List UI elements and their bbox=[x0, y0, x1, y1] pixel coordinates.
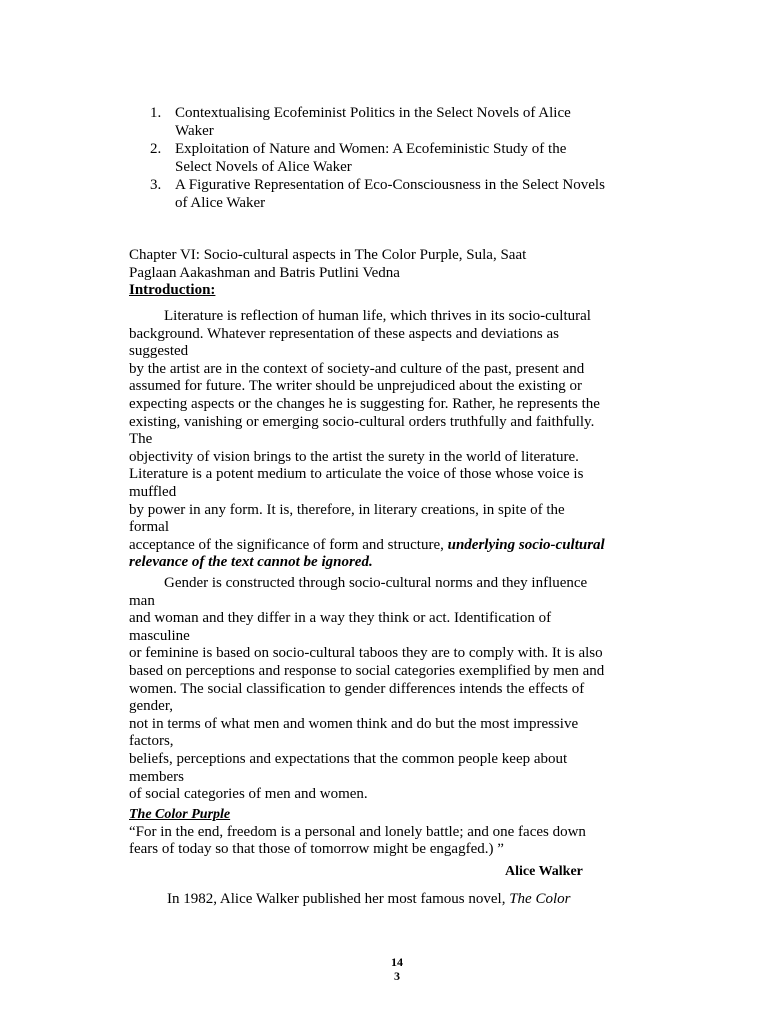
book-title: The Color bbox=[509, 891, 571, 907]
list-item bbox=[150, 140, 620, 176]
chapter-title-line: Chapter VI: Socio-cultural aspects in The Color Purple, Sula, Saat bbox=[129, 247, 527, 263]
paragraph-line: beliefs, perceptions and expectations that the common people keep about bbox=[129, 750, 568, 767]
list-item bbox=[150, 176, 620, 212]
page-number bbox=[385, 955, 409, 983]
paragraph-text: acceptance of the significance of form and structure, bbox=[129, 536, 448, 553]
list-item bbox=[150, 104, 620, 140]
paragraph-line: expecting aspects or the changes he is suggesting for. Rather, he represents the bbox=[129, 395, 600, 412]
paragraph-line: man bbox=[129, 592, 155, 609]
section-heading: The Color Purple bbox=[129, 807, 231, 822]
paragraph-line: by the artist are in the context of society-and culture of the past, present and bbox=[129, 360, 585, 377]
paragraph-line: Gender is constructed through socio-cultural norms and they influence bbox=[164, 575, 588, 591]
paragraph-line: based on perceptions and response to social categories exemplified by men and bbox=[129, 662, 605, 679]
page-number-line: 3 bbox=[394, 969, 400, 983]
section-color-purple bbox=[129, 806, 619, 859]
paragraph-line: masculine bbox=[129, 627, 190, 644]
list-item-text: Contextualising Ecofeminist Politics in the Select Novels of Alice bbox=[175, 105, 571, 121]
paragraph-line: suggested bbox=[129, 343, 189, 360]
list-number: 2. bbox=[150, 141, 162, 157]
emphasis-line: relevance of the text cannot be ignored. bbox=[129, 554, 373, 571]
paragraph-line: women. The social classification to gender differences intends the effects of bbox=[129, 680, 585, 697]
paragraph-line: Literature is reflection of human life, which thrives in its socio-cultural bbox=[164, 308, 591, 324]
list-number: 1. bbox=[150, 105, 162, 121]
emphasis-text: underlying socio-cultural bbox=[447, 536, 605, 553]
paragraph-line: not in terms of what men and women think and do but the most impressive bbox=[129, 715, 579, 732]
list-number: 3. bbox=[150, 177, 162, 193]
paragraph-text: In 1982, Alice Walker published her most famous novel, bbox=[167, 891, 510, 907]
list-item-text: A Figurative Representation of Eco-Consciousness in the Select Novels bbox=[175, 177, 605, 193]
page-number-line: 14 bbox=[391, 955, 403, 969]
paragraph-line: objectivity of vision brings to the artist the surety in the world of literature. bbox=[129, 448, 579, 465]
paragraph-line: or feminine is based on socio-cultural taboos they are to comply with. It is also bbox=[129, 645, 603, 662]
list-item-text: of Alice Waker bbox=[175, 195, 266, 211]
paragraph-line: The bbox=[129, 431, 153, 448]
list-item-text: Select Novels of Alice Waker bbox=[175, 159, 352, 175]
paragraph-line: of social categories of men and women. bbox=[129, 786, 368, 803]
chapter-heading bbox=[129, 247, 619, 300]
paragraph-line: background. Whatever representation of these aspects and deviations as bbox=[129, 325, 559, 342]
paragraph-line bbox=[129, 537, 619, 555]
paragraph-literature bbox=[129, 308, 619, 572]
quote-line: “For in the end, freedom is a personal and lonely battle; and one faces down bbox=[129, 823, 586, 840]
chapter-title-line: Paglaan Aakashman and Batris Putlini Vedna bbox=[129, 264, 400, 281]
intro-heading: Introduction: bbox=[129, 282, 216, 299]
paragraph-line: members bbox=[129, 768, 184, 785]
quote-author: Alice Walker bbox=[505, 864, 583, 879]
paragraph-line: Literature is a potent medium to articulate the voice of those whose voice is bbox=[129, 466, 584, 483]
paragraph-line: gender, bbox=[129, 698, 173, 715]
paragraph-line: formal bbox=[129, 519, 169, 536]
paragraph-line: existing, vanishing or emerging socio-cultural orders truthfully and faithfully. bbox=[129, 413, 595, 430]
list-item-text: Waker bbox=[175, 123, 214, 139]
paragraph-gender bbox=[129, 575, 619, 804]
paragraph-line: muffled bbox=[129, 483, 177, 500]
list-item-text: Exploitation of Nature and Women: A Ecofeministic Study of the bbox=[175, 141, 567, 157]
paragraph-line: assumed for future. The writer should be unprejudiced about the existing or bbox=[129, 378, 582, 395]
numbered-list bbox=[150, 104, 620, 212]
paragraph-line: by power in any form. It is, therefore, in literary creations, in spite of the bbox=[129, 501, 565, 518]
paragraph-line: and woman and they differ in a way they think or act. Identification of bbox=[129, 610, 552, 627]
quote-line: fears of today so that those of tomorrow might be engagfed.) ” bbox=[129, 841, 504, 858]
paragraph-line: factors, bbox=[129, 733, 174, 750]
paragraph-line bbox=[167, 891, 570, 908]
